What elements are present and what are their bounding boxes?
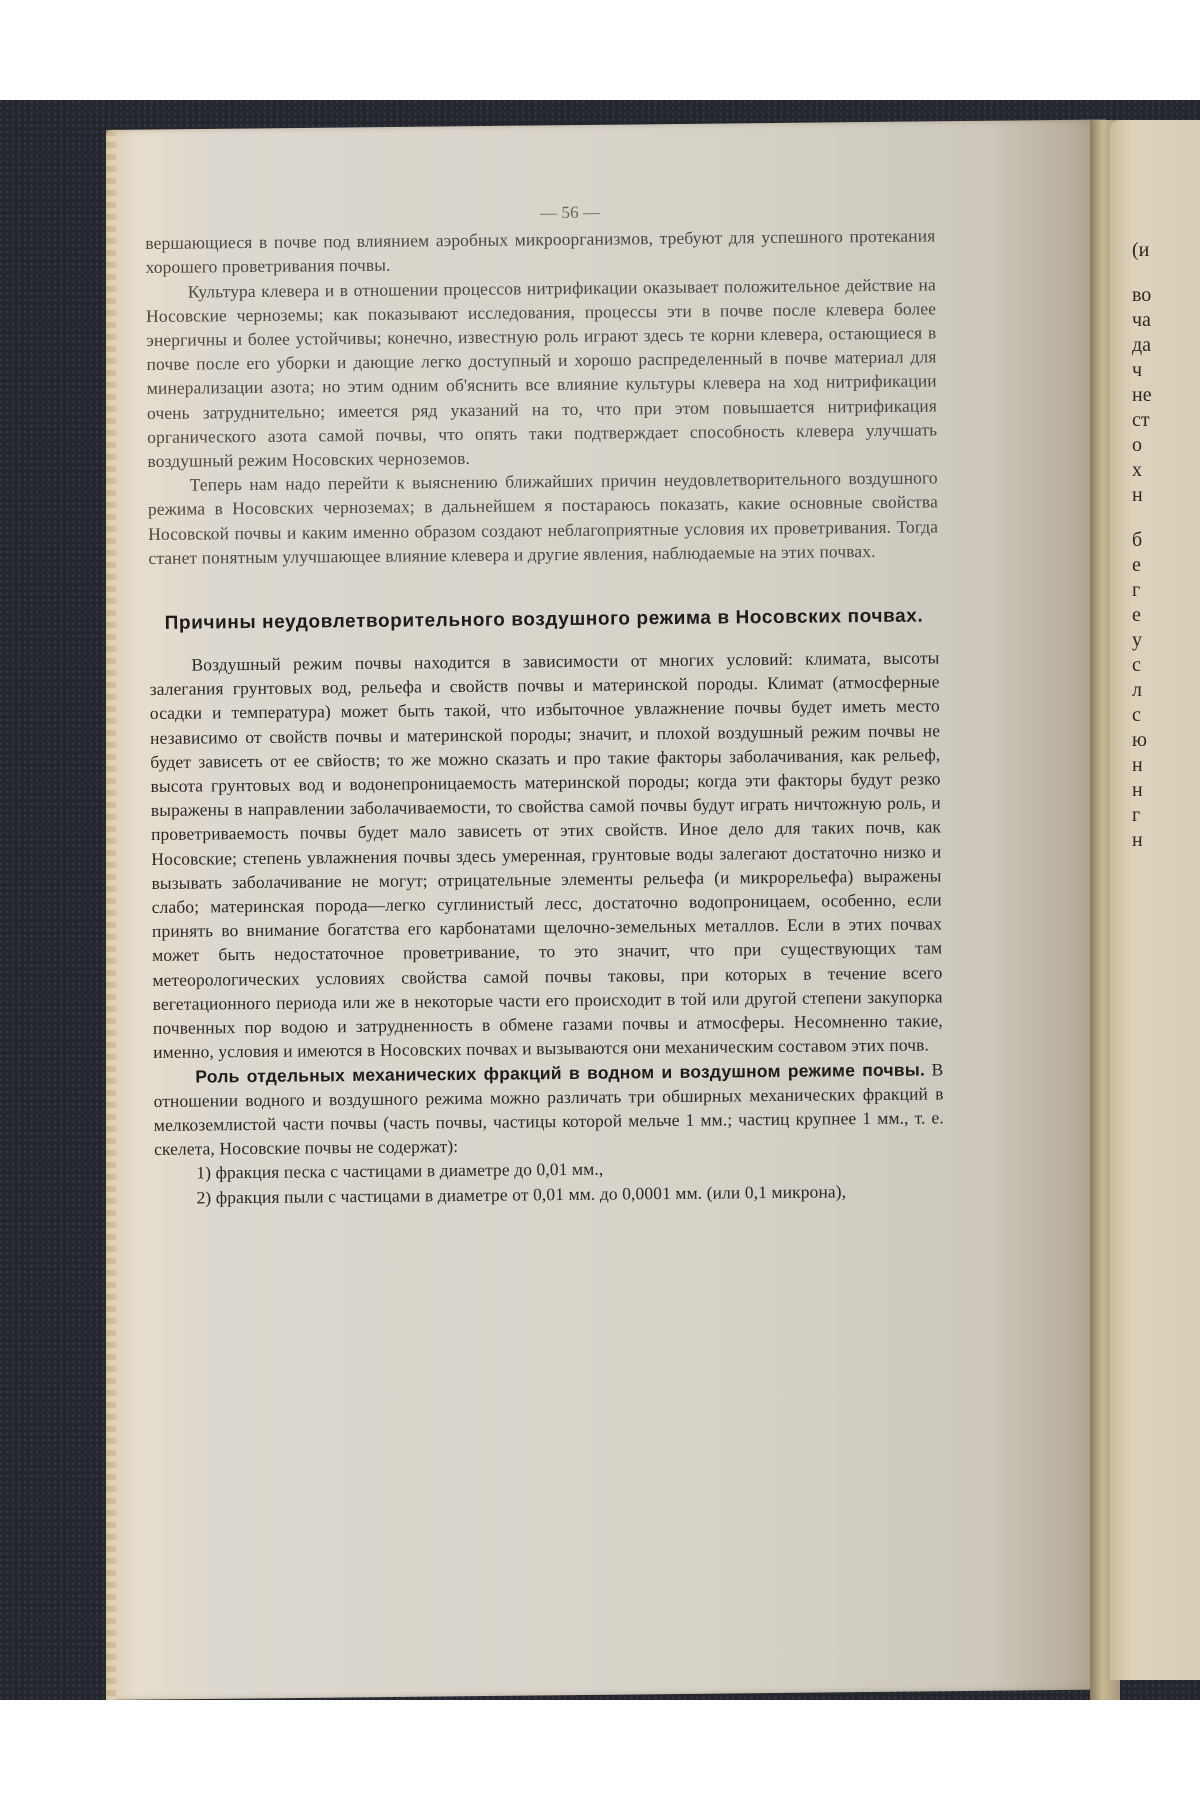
paragraph-air-regime: Воздушный режим почвы находится в зависимости от многих условий: климата, высоты залегания грунтовых вод, рельефа и свойств почвы и материнской породы. Климат (атмосферные осадки и температура) может быть такой, что избыточное увлажнение почвы будет иметь место независимо от свойств почвы и материнской породы; значит, и плохой воздушный режим почвы не будет зависеть от ее свйоств; то же можно сказать и про такие факторы заболачивания, как рельеф, высота грунтовых вод и водонепроницаемость материнской породы; когда эти факторы будут резко выражены в направлении заболачиваемости, то свойства самой почвы будут играть ничтожную роль, и проветриваемость почвы будет мало зависеть от этих свойств. Иное дело для таких почв, как Носовские; степень увлажнения почвы здесь умеренная, грунтовые воды залегают достаточно низко и вызывать заболачивание не могут; отрицательные элементы рельефа (и микрорельефа) выражены слабо; материнская порода—легко суглинистый лесс, достаточно водопроницаем, особенно, если принять во внимание богатства его карбонатами щелочно-земельных металлов. Если в этих почвах может быть недостаточное проветривание, то это значит, что при существующих там метеорологических условиях свойства самой почвы таковы, при которых в течение всего вегетационного периода или же в некоторые части его происходит в той или другой степени закупорка почвенных пор водою и затрудненность в обмене газами почвы и атмосферы. Несомненно такие, именно, условия и имеются в Носовских почвах и вызываются они механическим составом этих почв. <box>149 647 943 1063</box>
adjacent-page-fragment: о <box>1132 434 1142 456</box>
section-heading: Причины неудовлетворительного воздушного режима в Носовских почвах. <box>164 605 924 634</box>
paragraph-continuation: вершающиеся в почве под влиянием аэробных микроорганизмов, требуют для успешного протекания хорошего проветривания почвы. <box>145 225 936 278</box>
adjacent-page-fragment: х <box>1132 459 1142 481</box>
adjacent-page-fragment: н <box>1132 829 1143 851</box>
adjacent-page-fragment: не <box>1132 384 1152 406</box>
subsection-paragraph <box>153 1057 944 1161</box>
adjacent-page <box>1110 120 1200 1680</box>
adjacent-page-fragment: г <box>1132 804 1141 826</box>
adjacent-page-fragment: ча <box>1132 309 1151 331</box>
adjacent-page-fragment: ч <box>1132 359 1143 381</box>
book-photo <box>0 100 1200 1700</box>
adjacent-page-fragment: с <box>1132 704 1141 726</box>
adjacent-page-fragment: с <box>1132 654 1141 676</box>
adjacent-page-fragment: л <box>1132 679 1142 701</box>
list-item-sand-fraction: 1) фракция песка с частицами в диаметре до 0,01 мм., <box>196 1158 604 1183</box>
page-number: — 56 — <box>539 202 601 223</box>
subsection-text: В отношении водного и воздушного режима можно различать три обширных механических фракций в мелкоземлистой части почвы (часть почвы, частицы которой мельче 1 мм.; частиц крупнее 1 мм., т. е. скелета, Носовские почвы не содержат): <box>153 1058 944 1160</box>
adjacent-page-fragment: е <box>1132 604 1141 626</box>
page-text <box>145 197 945 1209</box>
adjacent-page-fragment: г <box>1132 579 1141 601</box>
page-worn-edge <box>106 130 116 1700</box>
subsection-heading: Роль отдельных механических фракций в водном и воздушном режиме почвы. <box>195 1059 926 1087</box>
paragraph-transition: Теперь нам надо перейти к выяснению ближайших причин неудовлетворительного воздушного режима в Носовских черноземах; в дальнейшем я постараюсь показать, какие основные свойства Носовской почвы и каким именно образом создают неблагоприятные условия их проветривания. Тогда станет понятным улучшающее влияние клевера и другие явления, наблюдаемые на этих почвах. <box>147 467 939 568</box>
list-item-dust-fraction: 2) фракция пыли с частицами в диаметре от 0,01 мм. до 0,0001 мм. (или 0,1 микрона), <box>196 1180 847 1208</box>
adjacent-page-fragment: да <box>1132 334 1152 356</box>
adjacent-page-fragment: н <box>1132 484 1143 506</box>
adjacent-page-fragment: ю <box>1132 729 1147 751</box>
adjacent-page-fragment: е <box>1132 554 1141 576</box>
adjacent-page-fragment: ст <box>1132 409 1150 431</box>
adjacent-page-fragment: во <box>1132 284 1152 306</box>
adjacent-page-fragment: н <box>1132 754 1143 776</box>
paragraph-clover-nitrification: Культура клевера и в отношении процессов нитрификации оказывает положительное действие на Носовские черноземы; как показывают исследования, процессы эти в почве после клевера более энергичны и более устойчивы; конечно, известную роль играют здесь те корни клевера, остающиеся в почве после его уборки и дающие легко доступный и хорошо распределенный в почве материал для минерализации азота; но этим одним об'яснить все влияние культуры клевера на ход нитрификации очень затруднительно; имеется ряд указаний на то, что при этом повышается нитрификация органического азота самой почвы, что опять таки подтверждает способность клевера улучшать воздушный режим Носовских черноземов. <box>145 274 938 472</box>
adjacent-page-fragment: у <box>1132 629 1142 651</box>
adjacent-page-fragment: н <box>1132 779 1143 801</box>
adjacent-page-fragment: б <box>1132 529 1143 551</box>
adjacent-page-fragment: (и <box>1132 239 1150 261</box>
